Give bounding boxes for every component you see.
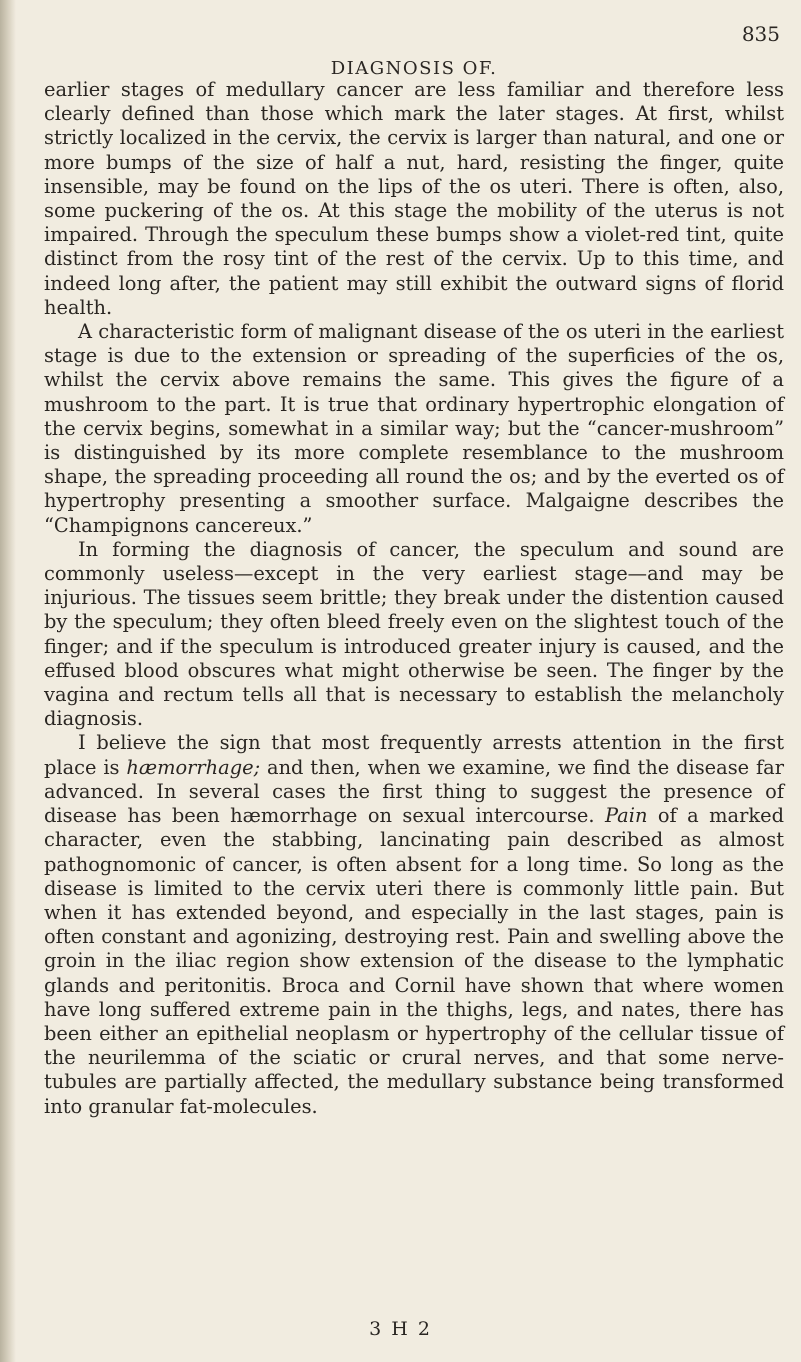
page-number: 835 <box>741 22 780 46</box>
italic-term: hæmorrhage; <box>126 755 261 779</box>
book-page <box>44 14 784 1354</box>
text-span: A characteristic form of malignant disease of the os uteri in the earliest stage is due to the extension or spreading of the superficies of the os, whilst the cervix above remains the same. This gives the figure of a mushroom to the part. It is true that ordinary hypertrophic elongation of the cervix begins, somewhat in a similar way; but the “cancer-mushroom” is distinguished by its more complete resemblance to the mushroom shape, the spreading proceeding all round the os; and by the everted os of hypertrophy presenting a smoother surface. Malgaigne describes the “Champignons cancereux.” <box>44 320 784 537</box>
text-span: of a marked character, even the stabbing, lancinating pain described as almost pathognomonic of cancer, is often absent for a long time. So long as the disease is limited to the cervix uteri there is commonly little pain. But when it has extended beyond, and especially in the last stages, pain is often constant and agonizing, destroying rest. Pain and swelling above the groin in the iliac region show extension of the disease to the lymphatic glands and peritonitis. Broca and Cornil have shown that where women have long suffered extreme pain in the thighs, legs, and nates, there has been either an epithelial neoplasm or hypertrophy of the cellular tissue of the neurilemma of the sciatic or crural nerves, and that some nerve-tubules are partially affected, the medullary substance being transformed into granular fat-molecules. <box>44 804 784 1118</box>
paragraph <box>44 731 784 1118</box>
body-text <box>44 78 784 1119</box>
text-span: earlier stages of medullary cancer are less familiar and therefore less clearly defined than those which mark the later stages. At first, whilst strictly localized in the cervix, the cervix is larger than natural, and one or more bumps of the size of half a nut, hard, resisting the finger, quite insensible, may be found on the lips of the os uteri. There is often, also, some puckering of the os. At this stage the mobility of the uterus is not impaired. Through the speculum these bumps show a violet-red tint, quite distinct from the rosy tint of the rest of the cervix. Up to this time, and indeed long after, the patient may still exhibit the outward signs of florid health. <box>44 78 784 319</box>
text-span: I believe the sign that most frequently arrests attention in the first place is <box>44 731 784 779</box>
text-span: and then, when we examine, we find the disease far advanced. In several cases the first thing to suggest the presence of disease has been hæmorrhage on sexual intercourse. <box>44 755 784 828</box>
paragraph <box>44 320 784 538</box>
running-header <box>44 14 784 78</box>
paragraph <box>44 538 784 732</box>
page-edge-shadow <box>0 0 16 1362</box>
running-head-title: DIAGNOSIS OF. <box>330 58 498 79</box>
paragraph <box>44 78 784 320</box>
signature-mark: 3 H 2 <box>369 1318 432 1340</box>
text-span: In forming the diagnosis of cancer, the speculum and sound are commonly useless—except in the very earliest stage—and may be injurious. The tissues seem brittle; they break under the distention caused by the speculum; they often bleed freely even on the slightest touch of the finger; and if the speculum is introduced greater injury is caused, and the effused blood obscures what might otherwise be seen. The finger by the vagina and rectum tells all that is necessary to establish the melancholy diagnosis. <box>44 537 784 731</box>
italic-term: Pain <box>605 804 648 828</box>
